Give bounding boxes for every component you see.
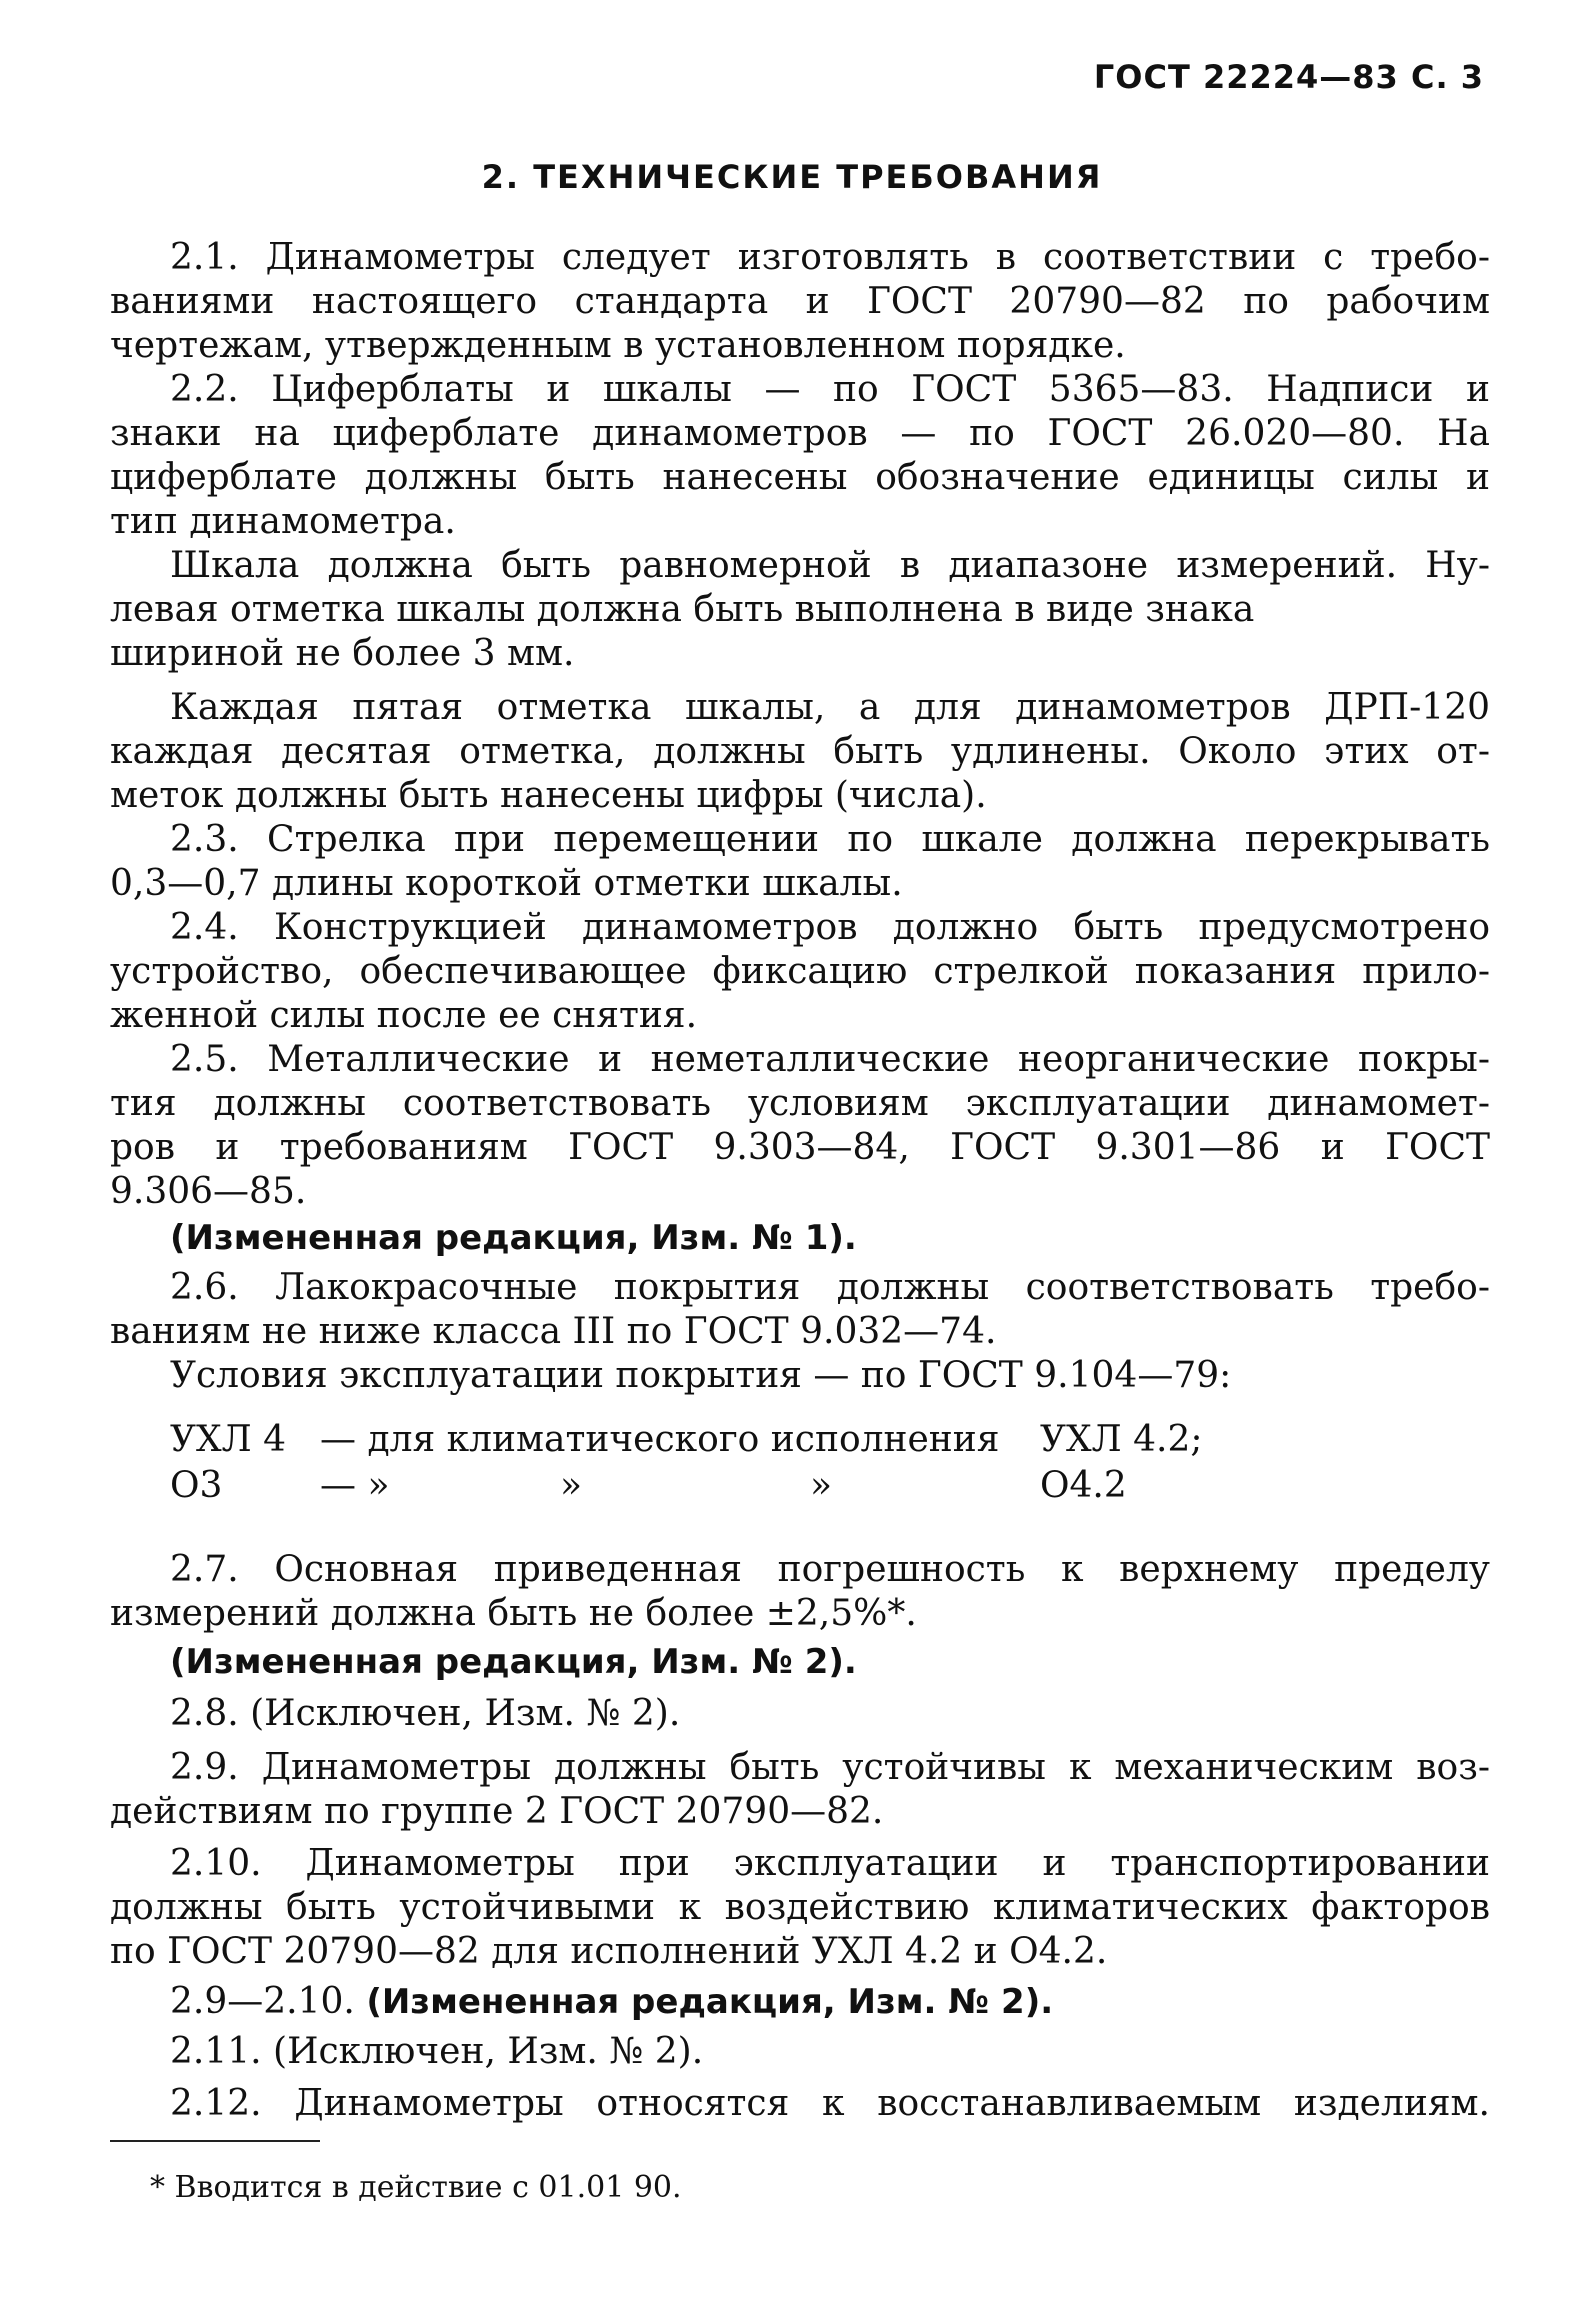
revision-number: 2.9—2.10. — [170, 1981, 355, 2022]
climate-table-row — [170, 1464, 1127, 1508]
footnote: * Вводится в действие с 01.01 90. — [150, 2170, 682, 2205]
footnote-divider — [110, 2140, 320, 2142]
page-header: ГОСТ 22224—83 С. 3 — [1093, 58, 1484, 96]
climate-table-row — [170, 1418, 1203, 1462]
table-cell: О3 — [170, 1465, 223, 1506]
table-cell: УХЛ 4.2; — [1040, 1419, 1203, 1460]
paragraph-line: меток должны быть нанесены цифры (числа). — [110, 775, 987, 816]
revision-note: (Измененная редакция, Изм. № 2). — [170, 1642, 857, 1682]
paragraph-line: циферблате должны быть нанесены обозначение единицы силы и — [110, 457, 1490, 498]
paragraph-line: каждая десятая отметка, должны быть удлинены. Около этих от- — [110, 731, 1490, 772]
paragraph-line: 2.1. Динамометры следует изготовлять в соответствии с требо- — [170, 237, 1490, 278]
paragraph-line: измерений должна быть не более ±2,5%*. — [110, 1593, 917, 1634]
table-cell: » — [560, 1465, 583, 1506]
paragraph-line: устройство, обеспечивающее фиксацию стрелкой показания прило- — [110, 951, 1490, 992]
paragraph-line: 2.2. Циферблаты и шкалы — по ГОСТ 5365—83. Надписи и — [170, 369, 1490, 410]
paragraph-line: ваниям не ниже класса III по ГОСТ 9.032—74. — [110, 1311, 997, 1352]
paragraph-line: чертежам, утвержденным в установленном порядке. — [110, 325, 1126, 366]
table-cell: УХЛ 4 — [170, 1419, 287, 1460]
paragraph-line: знаки на циферблате динамометров — по ГОСТ 26.020—80. На — [110, 413, 1490, 454]
paragraph-line: 2.9. Динамометры должны быть устойчивы к механическим воз- — [170, 1747, 1490, 1788]
paragraph-line: 2.7. Основная приведенная погрешность к верхнему пределу — [170, 1549, 1490, 1590]
paragraph-line: Условия эксплуатации покрытия — по ГОСТ 9.104—79: — [170, 1355, 1232, 1396]
paragraph-line: женной силы после ее снятия. — [110, 995, 698, 1036]
paragraph-line: 2.4. Конструкцией динамометров должно быть предусмотрено — [170, 907, 1490, 948]
paragraph-line: левая отметка шкалы должна быть выполнена в виде знака — [110, 589, 1255, 630]
paragraph-line: 0,3—0,7 длины короткой отметки шкалы. — [110, 863, 903, 904]
paragraph-line: ров и требованиям ГОСТ 9.303—84, ГОСТ 9.301—86 и ГОСТ — [110, 1127, 1490, 1168]
revision-note-combined — [170, 1980, 1490, 2024]
paragraph-line: 9.306—85. — [110, 1171, 307, 1212]
excluded-note — [170, 1692, 1490, 1736]
paragraph-line: тия должны соответствовать условиям эксплуатации динамомет- — [110, 1083, 1490, 1124]
excluded-text: 2.8. (Исключен, Изм. № 2). — [170, 1693, 681, 1734]
paragraph-line: по ГОСТ 20790—82 для исполнений УХЛ 4.2 и О4.2. — [110, 1931, 1108, 1972]
paragraph-line: 2.6. Лакокрасочные покрытия должны соответствовать требо- — [170, 1267, 1490, 1308]
table-cell: » — [810, 1465, 833, 1506]
revision-note: (Измененная редакция, Изм. № 1). — [170, 1218, 857, 1258]
paragraph-line: ваниями настоящего стандарта и ГОСТ 20790—82 по рабочим — [110, 281, 1490, 322]
paragraph-line: должны быть устойчивыми к воздействию климатических факторов — [110, 1887, 1490, 1928]
paragraph-line: 2.3. Стрелка при перемещении по шкале должна перекрывать — [170, 819, 1490, 860]
revision-text: (Измененная редакция, Изм. № 2). — [366, 1982, 1054, 2022]
paragraph-line: действиям по группе 2 ГОСТ 20790—82. — [110, 1791, 884, 1832]
paragraph-line: 2.5. Металлические и неметаллические неорганические покры- — [170, 1039, 1490, 1080]
paragraph-line: тип динамометра. — [110, 501, 456, 542]
table-cell: — » — [320, 1465, 390, 1506]
paragraph-line: Шкала должна быть равномерной в диапазоне измерений. Ну- — [170, 545, 1490, 586]
excluded-note — [170, 2030, 1490, 2074]
paragraph-line: 2.12. Динамометры относятся к восстанавливаемым изделиям. — [170, 2083, 1490, 2124]
excluded-text: 2.11. (Исключен, Изм. № 2). — [170, 2031, 704, 2072]
paragraph-line: 2.10. Динамометры при эксплуатации и транспортировании — [170, 1843, 1490, 1884]
table-cell: О4.2 — [1040, 1465, 1127, 1506]
section-title: 2. ТЕХНИЧЕСКИЕ ТРЕБОВАНИЯ — [481, 158, 1103, 196]
paragraph-line: Каждая пятая отметка шкалы, а для динамометров ДРП-120 — [170, 687, 1490, 728]
table-cell: — для климатического исполнения — [320, 1419, 1000, 1460]
paragraph-line: шириной не более 3 мм. — [110, 633, 575, 674]
